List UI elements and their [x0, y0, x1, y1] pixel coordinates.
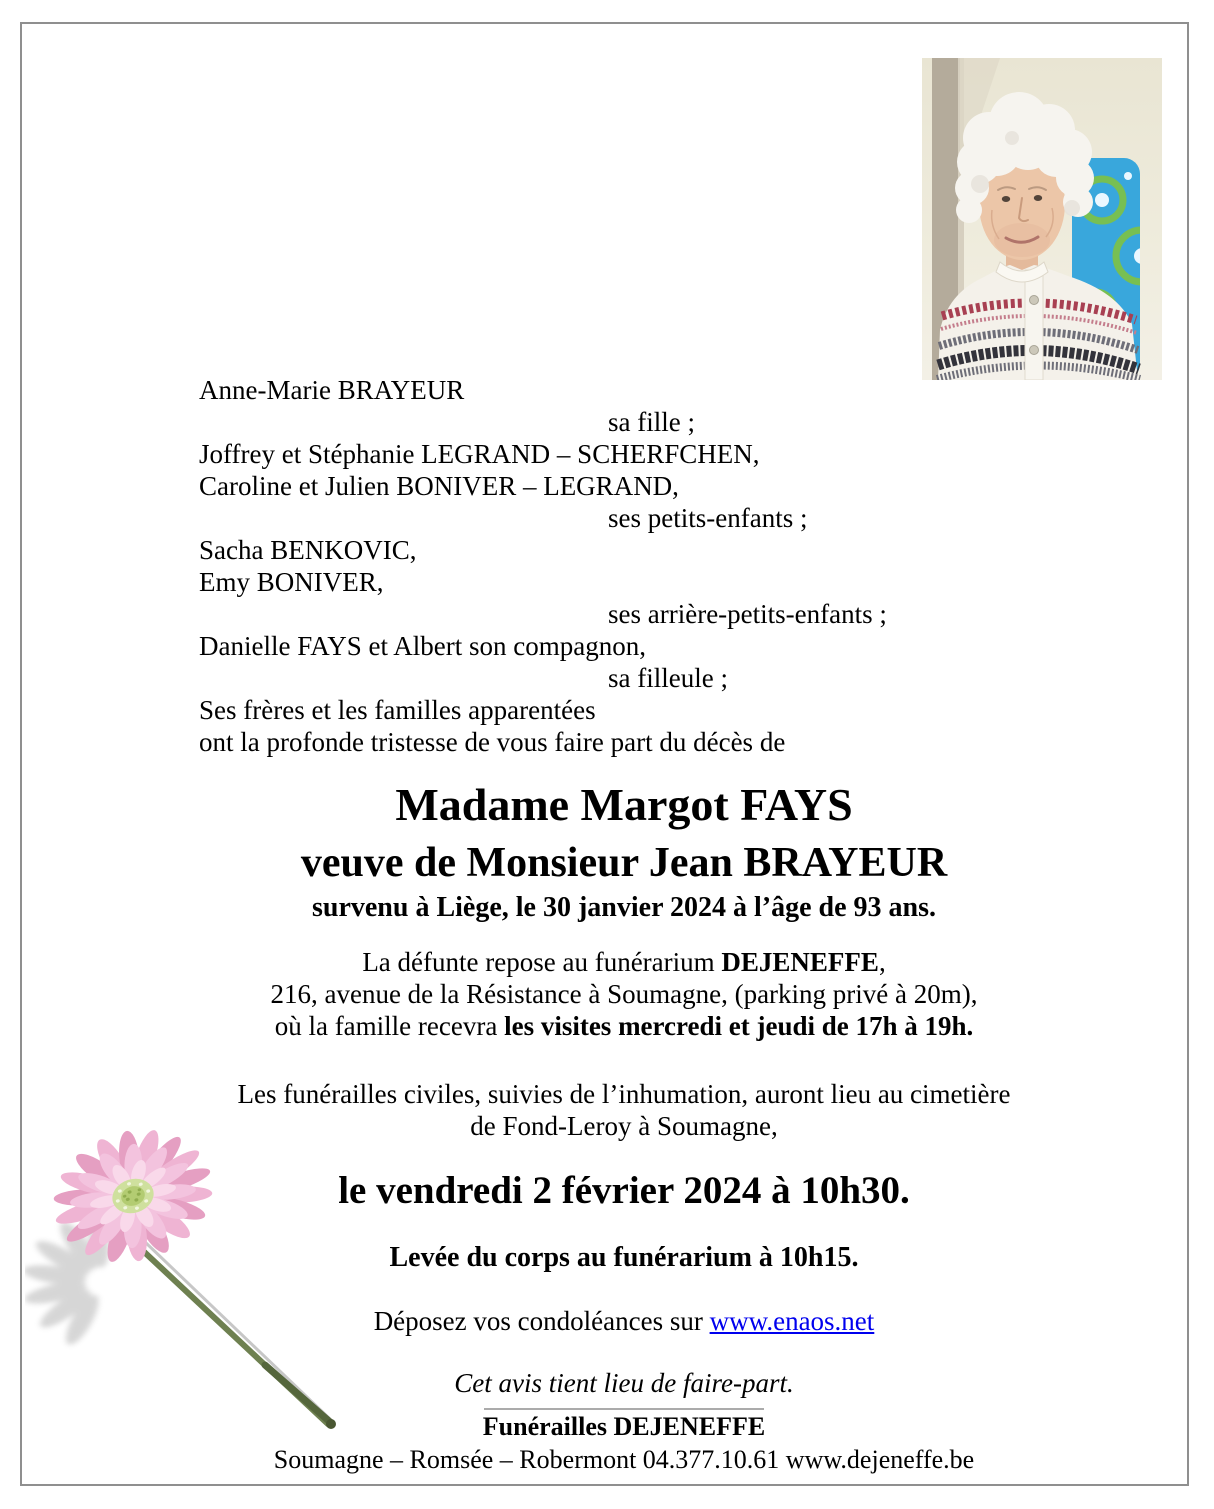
- announcement-content: [199, 374, 1049, 1476]
- family-relation-line: sa fille ;: [608, 407, 695, 437]
- levee-line: Levée du corps au funérarium à 10h15.: [389, 1242, 859, 1273]
- family-list: [199, 374, 1049, 758]
- funeral-line2: de Fond-Leroy à Soumagne,: [470, 1111, 778, 1141]
- death-line: survenu à Liège, le 30 janvier 2024 à l’âge de 93 ans.: [311, 892, 936, 923]
- condolences-text: Déposez vos condoléances sur: [373, 1306, 710, 1336]
- widow-line: veuve de Monsieur Jean BRAYEUR: [300, 840, 948, 886]
- funeral-home-bold: DEJENEFFE: [721, 947, 879, 977]
- family-line: ont la profonde tristesse de vous faire part du décès de: [199, 727, 786, 757]
- funeral-line1: Les funérailles civiles, suivies de l’inhumation, auront lieu au cimetière: [237, 1079, 1011, 1109]
- family-line: Emy BONIVER,: [199, 567, 384, 597]
- family-line: Anne-Marie BRAYEUR: [199, 375, 465, 405]
- funeral-paragraph: [199, 1078, 1049, 1142]
- family-line: Joffrey et Stéphanie LEGRAND – SCHERFCHEN,: [199, 439, 760, 469]
- funeral-datetime: le vendredi 2 février 2024 à 10h30.: [338, 1169, 910, 1212]
- condolences-line: [199, 1304, 1049, 1338]
- deceased-name: Madame Margot FAYS: [395, 779, 853, 830]
- repose-paragraph: [199, 946, 1049, 1042]
- enaos-link[interactable]: www.enaos.net: [709, 1306, 875, 1336]
- notice-line: Cet avis tient lieu de faire-part.: [454, 1368, 794, 1398]
- family-relation-line: ses petits-enfants ;: [608, 503, 808, 533]
- repose-line1: La défunte repose au funérarium DEJENEFFE,: [362, 947, 886, 977]
- visits-bold: les visites mercredi et jeudi de 17h à 19h.: [504, 1011, 974, 1041]
- funeral-home-locations: Soumagne – Romsée – Robermont 04.377.10.61 www.dejeneffe.be: [273, 1445, 975, 1474]
- family-line: Caroline et Julien BONIVER – LEGRAND,: [199, 471, 679, 501]
- repose-line3: où la famille recevra les visites mercredi et jeudi de 17h à 19h.: [274, 1011, 974, 1041]
- footer: [199, 1408, 1049, 1476]
- family-line: Ses frères et les familles apparentées: [199, 695, 596, 725]
- repose-line2: 216, avenue de la Résistance à Soumagne, (parking privé à 20m),: [270, 979, 978, 1009]
- funeral-home-name: Funérailles DEJENEFFE: [482, 1412, 766, 1441]
- family-relation-line: ses arrière-petits-enfants ;: [608, 599, 887, 629]
- family-line: Sacha BENKOVIC,: [199, 535, 417, 565]
- portrait-photo-image: [922, 58, 1162, 380]
- family-relation-line: sa filleule ;: [608, 663, 728, 693]
- portrait-photo: [922, 58, 1162, 380]
- family-line: Danielle FAYS et Albert son compagnon,: [199, 631, 646, 661]
